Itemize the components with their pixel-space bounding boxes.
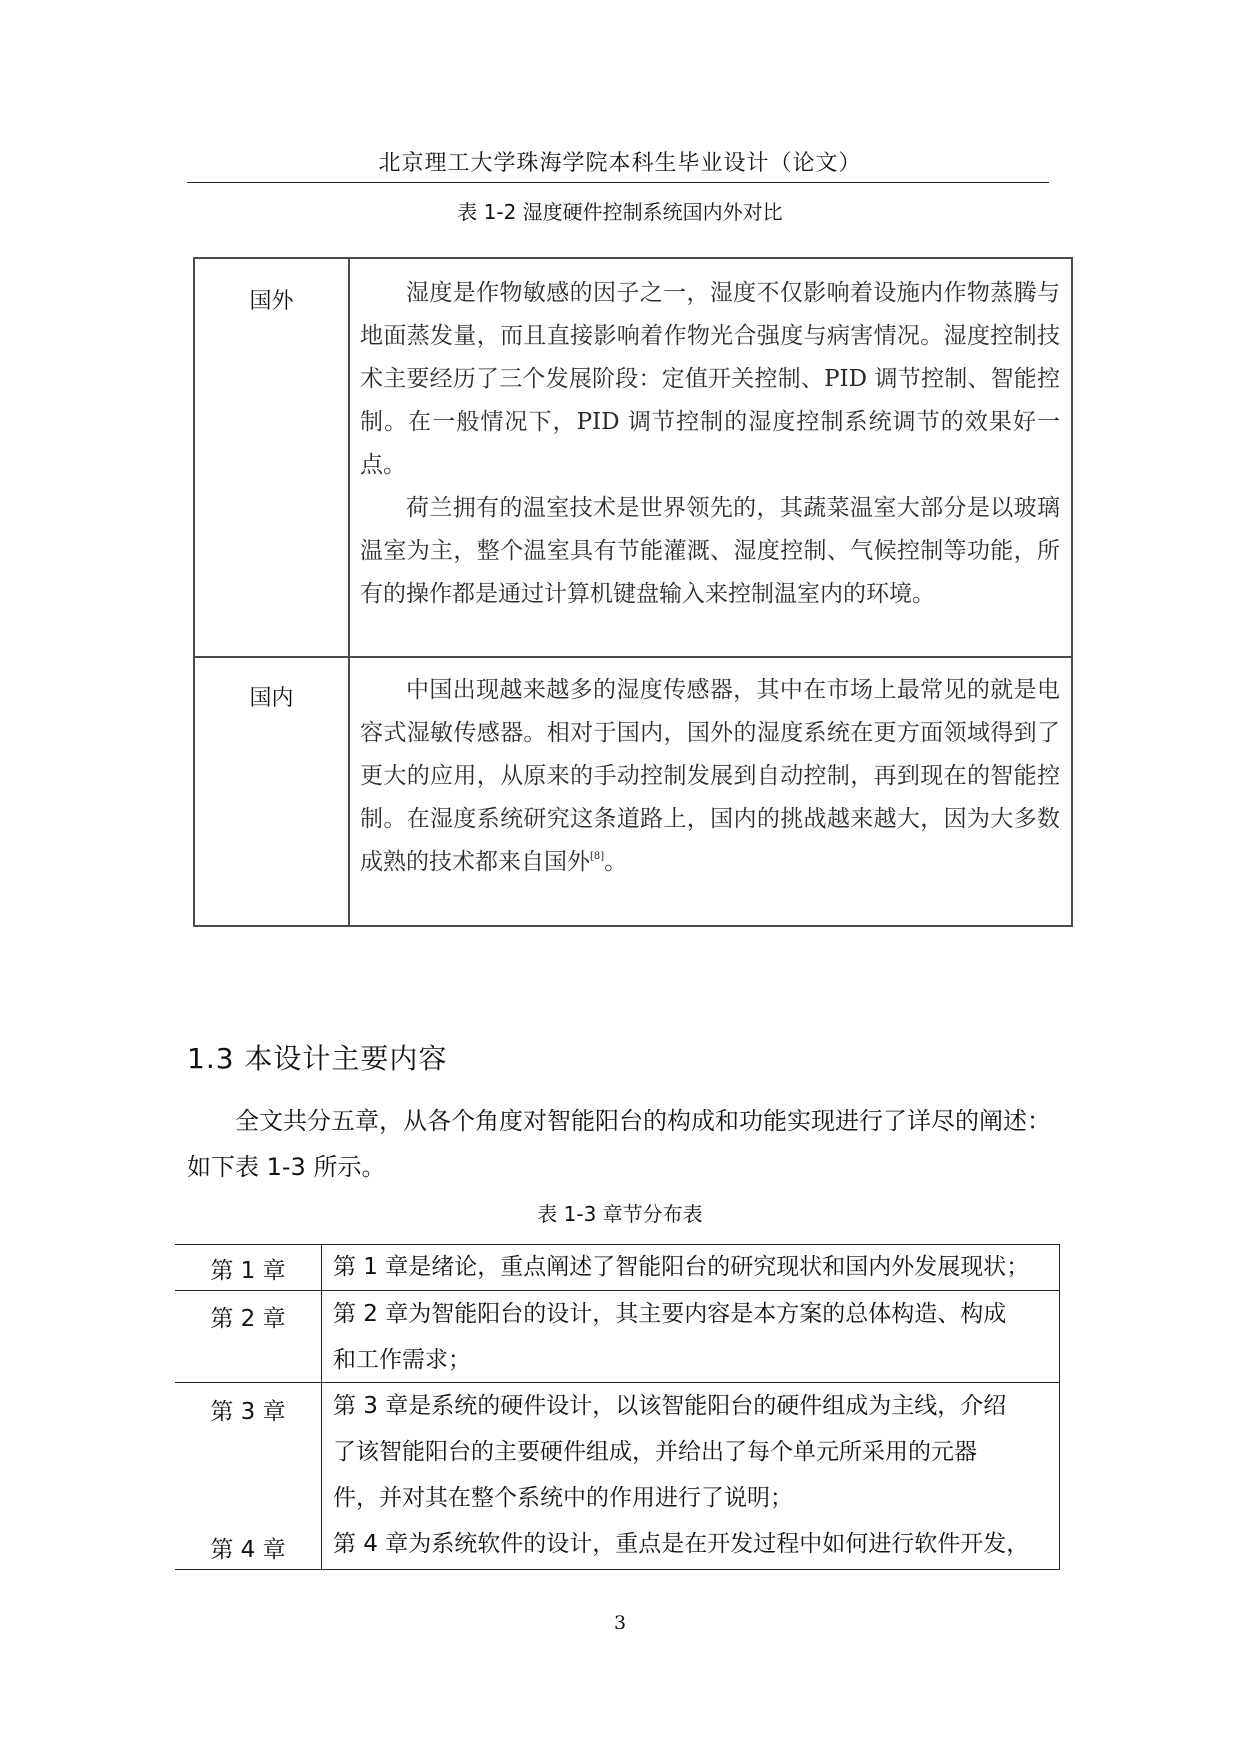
table-bottom-rule [175, 1569, 1060, 1570]
section-title: 1.3 本设计主要内容 [187, 1042, 448, 1075]
table-1-3 [175, 1244, 1060, 1570]
section-intro [187, 1098, 1072, 1190]
chapter-desc-4: 第 4 章为系统软件的设计，重点是在开发过程中如何进行软件开发， [333, 1531, 1030, 1557]
intro-line-2: 如下表 1-3 所示。 [187, 1153, 386, 1181]
paragraph [360, 669, 1060, 884]
table-row-divider [195, 656, 1071, 658]
table-1-2 [193, 257, 1073, 927]
row-text-foreign [360, 272, 1060, 616]
page-number: 3 [613, 1612, 627, 1634]
chapter-desc-3: 第 3 章是系统的硬件设计，以该智能阳台的硬件组成为主线，介绍 了该智能阳台的主要硬件组成，并给出了每个单元所采用的元器 件，并对其在整个系统中的作用进行了说明； [333, 1393, 1007, 1511]
row-text-domestic [360, 669, 1060, 884]
chapter-desc-1: 第 1 章是绪论，重点阐述了智能阳台的研究现状和国内外发展现状； [333, 1254, 1030, 1280]
paragraph: 荷兰拥有的温室技术是世界领先的，其蔬菜温室大部分是以玻璃温室为主，整个温室具有节能灌溉、湿度控制、气候控制等功能，所有的操作都是通过计算机键盘输入来控制温室内的环境。 [360, 495, 1060, 607]
chapter-label-2: 第 2 章 [210, 1306, 286, 1332]
row-label-domestic: 国内 [249, 686, 294, 711]
paragraph: 湿度是作物敏感的因子之一，湿度不仅影响着设施内作物蒸腾与地面蒸发量，而且直接影响着作物光合强度与病害情况。湿度控制技术主要经历了三个发展阶段：定值开关控制、PID 调节控制、智能控制。在一般情况下，PID 调节控制的湿度控制系统调节的效果好一点。 [360, 280, 1060, 478]
chapter-label-4: 第 4 章 [210, 1537, 286, 1563]
table-1-2-caption: 表 1-2 湿度硬件控制系统国内外对比 [457, 200, 783, 224]
chapter-desc-2: 第 2 章为智能阳台的设计，其主要内容是本方案的总体构造、构成 和工作需求； [333, 1301, 1007, 1373]
paragraph-text: 中国出现越来越多的湿度传感器，其中在市场上最常见的就是电容式湿敏传感器。相对于国内，国外的湿度系统在更方面领域得到了更大的应用，从原来的手动控制发展到自动控制，再到现在的智能控制。在湿度系统研究这条道路上，国内的挑战越来越大，因为大多数成熟的技术都来自国外 [360, 677, 1060, 875]
row-label-foreign: 国外 [249, 289, 294, 314]
paragraph-tail: 。 [604, 849, 628, 875]
citation: [8] [590, 851, 605, 862]
running-header: 北京理工大学珠海学院本科生毕业设计（论文） [378, 151, 862, 176]
intro-line-1: 全文共分五章，从各个角度对智能阳台的构成和功能实现进行了详尽的阐述： [235, 1107, 1051, 1135]
chapter-label-3: 第 3 章 [210, 1399, 286, 1425]
table-1-3-caption: 表 1-3 章节分布表 [537, 1202, 703, 1226]
chapter-label-1: 第 1 章 [210, 1258, 286, 1284]
header-rule [187, 182, 1049, 183]
table-column-divider [348, 259, 350, 925]
table-column-divider [321, 1244, 322, 1570]
table-right-rule [1059, 1244, 1060, 1570]
